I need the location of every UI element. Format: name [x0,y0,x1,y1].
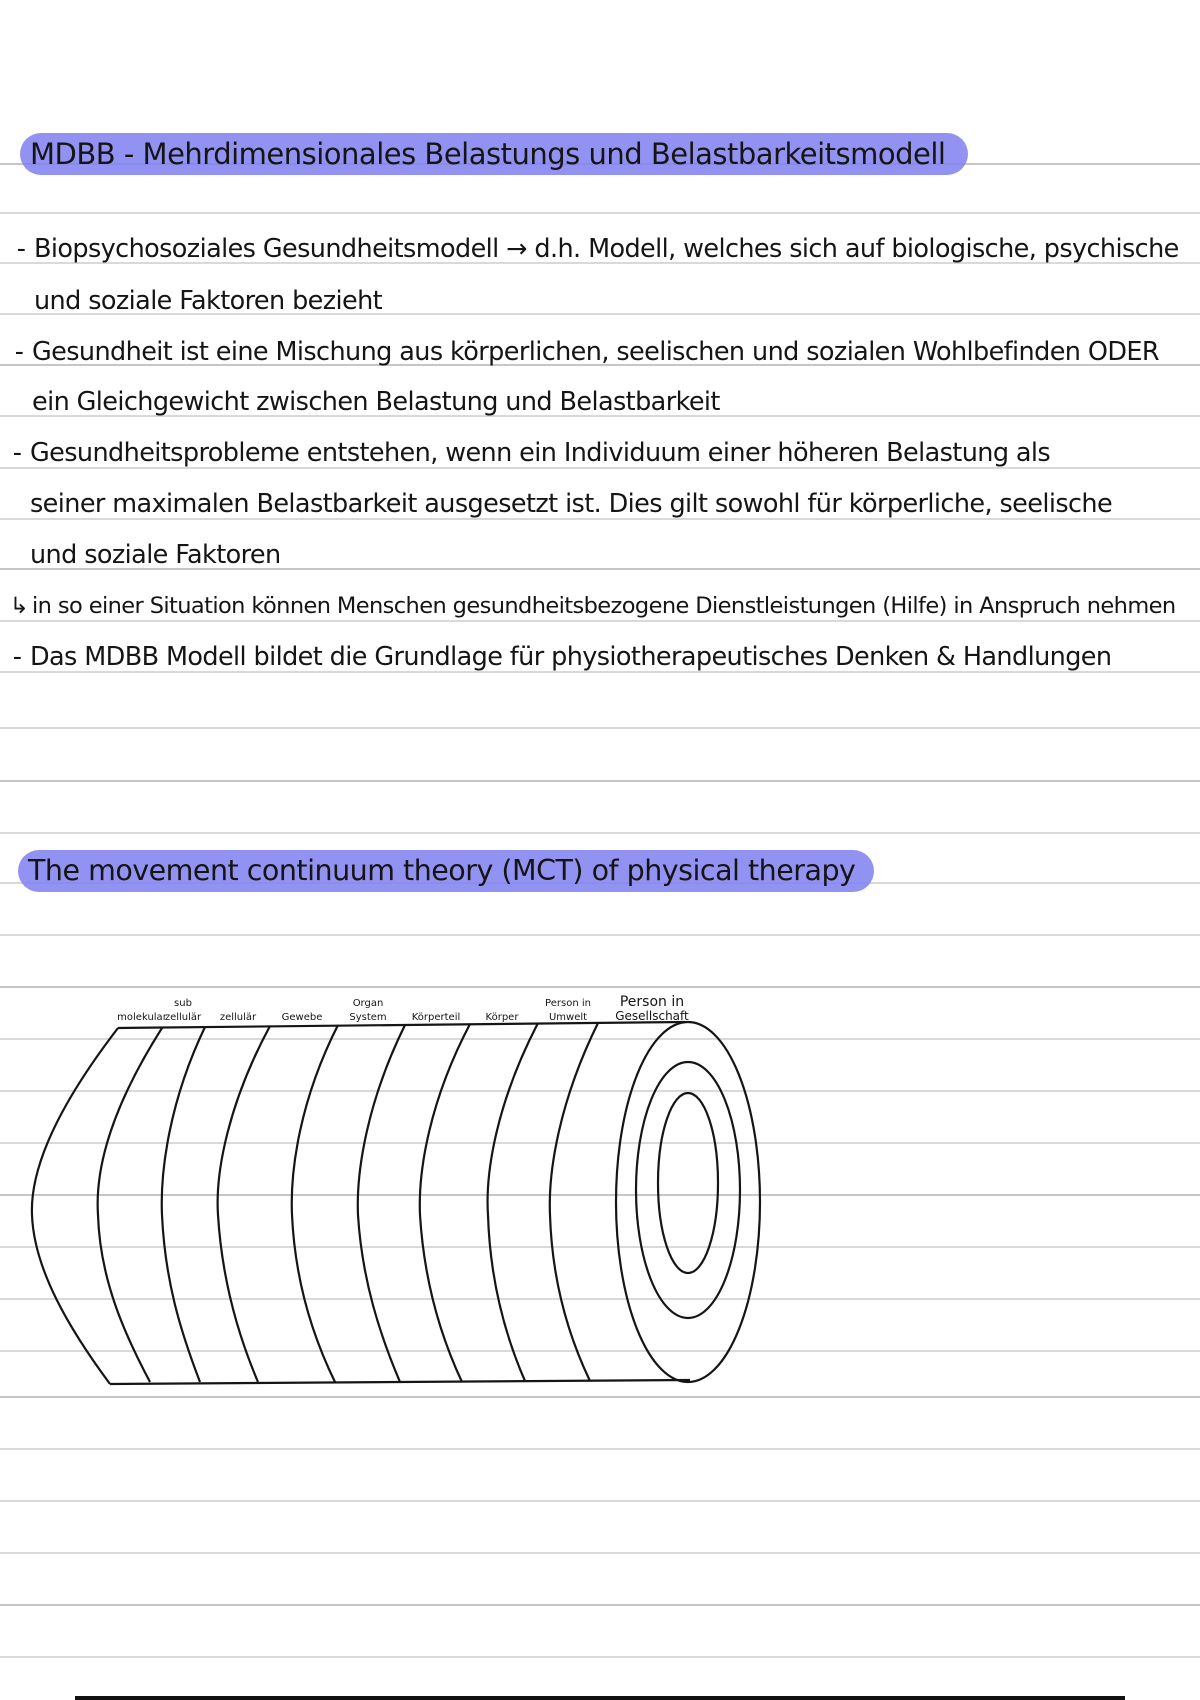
segment-arc [550,1023,598,1381]
diagram-label: Person in [619,994,685,1010]
note-text: Das MDBB Modell bildet die Grundlage für physiotherapeutisches Denken & Handlungen [30,642,1112,672]
diagram-label: zellulär [219,1012,257,1023]
diagram-label: Organ [352,998,384,1009]
bullet-mark: - [16,234,26,264]
bullet-mark: - [14,337,24,367]
note-text: seiner maximalen Belastbarkeit ausgesetzt ist. Dies gilt sowohl für körperliche, seelische [30,489,1113,519]
rule-line [0,1246,1200,1248]
bullet-mark: - [12,438,22,468]
rule-line [0,780,1200,782]
rule-line [0,212,1200,214]
note-line [4,530,281,580]
note-line [8,224,1179,274]
sub-arrow-icon: ↳ [9,593,29,619]
diagram-label: sub [174,998,192,1009]
note-text: und soziale Faktoren [30,540,281,570]
rule-line [0,1552,1200,1554]
segment-arc [162,1027,205,1382]
note-text: Gesundheitsprobleme entstehen, wenn ein Individuum einer höheren Belastung als [30,438,1051,468]
diagram-labels [117,994,689,1023]
rule-line [0,1656,1200,1658]
note-line [6,327,1159,377]
page-bottom-bar [75,1696,1125,1700]
rule-line [0,1038,1200,1040]
note-line [4,479,1112,529]
rule-line [0,1448,1200,1450]
note-text: und soziale Faktoren bezieht [34,286,383,316]
note-line [6,377,720,427]
diagram-label: molekular [117,1012,167,1023]
rule-line [0,986,1200,988]
bullet-mark: - [12,642,22,672]
note-text: Biopsychosoziales Gesundheitsmodell → d.h. Modell, welches sich auf biologische, psychische [34,234,1179,264]
cylinder-bottom-edge [110,1380,690,1384]
rule-line [0,1350,1200,1352]
cylinder-left-side [32,1028,118,1384]
note-text: Gesundheit ist eine Mischung aus körperlichen, seelischen und sozialen Wohlbefinden ODER [32,337,1159,367]
diagram-label: zellulär [164,1012,202,1023]
rule-line [0,727,1200,729]
diagram-label: Körper [485,1012,519,1023]
cylinder-top-edge [118,1022,685,1028]
diagram-label: Körperteil [411,1012,461,1023]
rule-line [0,1090,1200,1092]
note-text: ein Gleichgewicht zwischen Belastung und Belastbarkeit [32,387,720,417]
segment-arc [358,1025,405,1382]
rule-line [0,934,1200,936]
diagram-label: Umwelt [548,1012,588,1023]
segment-arc [420,1024,470,1382]
diagram-label: Gewebe [281,1012,323,1023]
rule-line [0,1194,1200,1196]
segment-arc [218,1026,270,1382]
note-text: in so einer Situation können Menschen gesundheitsbezogene Dienstleistungen (Hilfe) in Anspruch nehmen [32,593,1176,619]
rule-line [0,1604,1200,1606]
diagram-label: Gesellschaft [615,1009,689,1023]
diagram-label: Person in [545,998,591,1009]
note-line [4,632,1111,682]
rule-line [0,1500,1200,1502]
cylinder-end-outer [616,1022,760,1382]
section-title-mct: The movement continuum theory (MCT) of physical therapy [28,854,856,887]
rule-line [0,832,1200,834]
segment-arc [98,1028,162,1382]
diagram-label: System [349,1012,387,1023]
cylinder-end-middle [636,1062,740,1318]
segment-arc [488,1023,538,1381]
rule-line [0,1396,1200,1398]
section-title-mdbb: MDBB - Mehrdimensionales Belastungs und Belastbarkeitsmodell [30,137,946,171]
segment-arc [292,1025,338,1382]
rule-line [0,1298,1200,1300]
note-line [4,428,1050,478]
note-line [6,581,1176,631]
note-line [8,276,382,326]
rule-line [0,1142,1200,1144]
